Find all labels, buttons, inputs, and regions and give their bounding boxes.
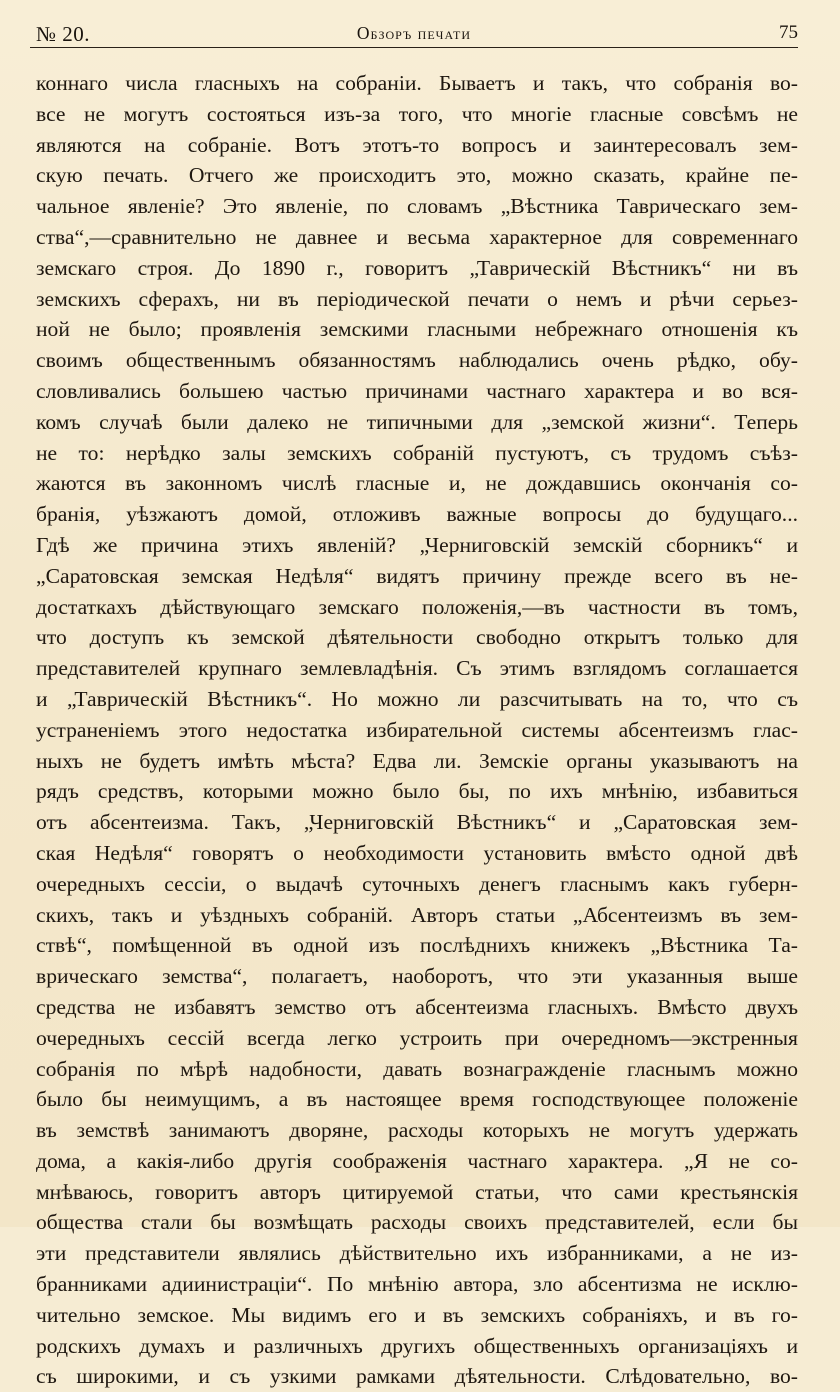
text-line: эти представители являлись дѣйствительно ихъ избранниками, а не из- <box>36 1241 798 1266</box>
running-title: Обзоръ печати <box>356 23 472 43</box>
text-line: общества стали бы возмѣщать расходы своихъ представителей, если бы <box>36 1210 798 1235</box>
text-line: Гдѣ же причина этихъ явленій? „Черниговскій земскій сборникъ“ и <box>36 532 798 557</box>
text-line: комъ случаѣ были далеко не типичными для „земской жизни“. Теперь <box>36 409 798 434</box>
text-line: ной не было; проявленія земскими гласными небрежнаго отношенія къ <box>36 317 798 342</box>
text-line: мнѣваюсь, говоритъ авторъ цитируемой статьи, что сами крестьянскія <box>36 1179 798 1204</box>
text-line: все не могутъ состояться изъ-за того, что многіе гласные совсѣмъ не <box>36 101 798 126</box>
text-line: отъ абсентеизма. Такъ, „Черниговскій Вѣстникъ“ и „Саратовская зем- <box>36 810 798 835</box>
text-line: словливались большею частью причинами частнаго характера и во вся- <box>36 378 798 403</box>
text-line: представителей крупнаго землевладѣнія. Съ этимъ взглядомъ соглашается <box>36 656 798 681</box>
text-line: собранія по мѣрѣ надобности, давать вознагражденіе гласнымъ можно <box>36 1056 798 1081</box>
text-line: своимъ общественнымъ обязанностямъ наблюдались очень рѣдко, обу- <box>36 348 798 373</box>
header-rule <box>30 47 798 48</box>
text-line: средства не избавятъ земство отъ абсентеизма гласныхъ. Вмѣсто двухъ <box>36 994 798 1019</box>
text-line: жаются въ законномъ числѣ гласные и, не дождавшись окончанія со- <box>36 471 798 496</box>
text-line: и „Таврическій Вѣстникъ“. Но можно ли разсчитывать на то, что съ <box>36 686 798 711</box>
running-head <box>30 18 798 50</box>
text-line: достаткахъ дѣйствующаго земскаго положенія,—въ частности въ томъ, <box>36 594 798 619</box>
issue-number: № 20. <box>36 22 91 46</box>
text-line: очередныхъ сессіи, о выдачѣ суточныхъ денегъ гласнымъ какъ губерн- <box>36 871 798 896</box>
text-line: земскихъ сферахъ, ни въ періодической печати о немъ и рѣчи серьез- <box>36 286 798 311</box>
text-line: ствѣ“, помѣщенной въ одной изъ послѣднихъ книжекъ „Вѣстника Та- <box>36 933 798 958</box>
text-line: что доступъ къ земской дѣятельности свободно открытъ только для <box>36 625 798 650</box>
text-line: бранниками адиинистраціи“. По мнѣнію автора, зло абсентизма не исклю- <box>36 1272 798 1297</box>
text-line: земскаго строя. До 1890 г., говоритъ „Таврическій Вѣстникъ“ ни въ <box>36 255 798 280</box>
text-line: дома, а какія-либо другія соображенія частнаго характера. „Я не со- <box>36 1148 798 1173</box>
text-line: чительно земское. Мы видимъ его и въ земскихъ собраніяхъ, и въ го- <box>36 1302 798 1327</box>
text-line: съ широкими, и съ узкими рамками дѣятельности. Слѣдовательно, во- <box>36 1364 798 1389</box>
text-line: скую печать. Отчего же происходитъ это, можно сказать, крайне пе- <box>36 163 798 188</box>
text-line: врическаго земства“, полагаетъ, наоборотъ, что эти указанныя выше <box>36 964 798 989</box>
text-line: „Саратовская земская Недѣля“ видятъ причину прежде всего въ не- <box>36 563 798 588</box>
body-text <box>36 68 798 1392</box>
text-line: скихъ, такъ и уѣздныхъ собраній. Авторъ статьи „Абсентеизмъ въ зем- <box>36 902 798 927</box>
text-line: рядъ средствъ, которыми можно было бы, по ихъ мнѣнію, избавиться <box>36 779 798 804</box>
text-line: родскихъ думахъ и различныхъ другихъ общественныхъ организаціяхъ и <box>36 1333 798 1358</box>
text-line: ныхъ не будетъ имѣть мѣста? Едва ли. Земскіе органы указываютъ на <box>36 748 798 773</box>
text-line: чальное явленіе? Это явленіе, по словамъ „Вѣстника Таврическаго зем- <box>36 194 798 219</box>
text-line: ская Недѣля“ говорятъ о необходимости установить вмѣсто одной двѣ <box>36 840 798 865</box>
page-number: 75 <box>779 22 798 43</box>
text-line: ства“,—сравнительно не давнее и весьма характерное для современнаго <box>36 224 798 249</box>
text-line: въ земствѣ занимаютъ дворяне, расходы которыхъ не могутъ удержать <box>36 1118 798 1143</box>
text-line: очередныхъ сессій всегда легко устроить при очередномъ—экстренныя <box>36 1025 798 1050</box>
text-line: являются на собраніе. Вотъ этотъ-то вопросъ и заинтересовалъ зем- <box>36 132 798 157</box>
text-line: бранія, уѣзжаютъ домой, отложивъ важные вопросы до будущаго... <box>36 502 798 527</box>
text-line: не то: нерѣдко залы земскихъ собраній пустуютъ, съ трудомъ съѣз- <box>36 440 798 465</box>
text-line: коннаго числа гласныхъ на собраніи. Бываетъ и такъ, что собранія во- <box>36 71 798 95</box>
text-line: устраненіемъ этого недостатка избирательной системы абсентеизмъ глас- <box>36 717 798 742</box>
text-line: было бы неимущимъ, а въ настоящее время господствующее положеніе <box>36 1087 798 1112</box>
